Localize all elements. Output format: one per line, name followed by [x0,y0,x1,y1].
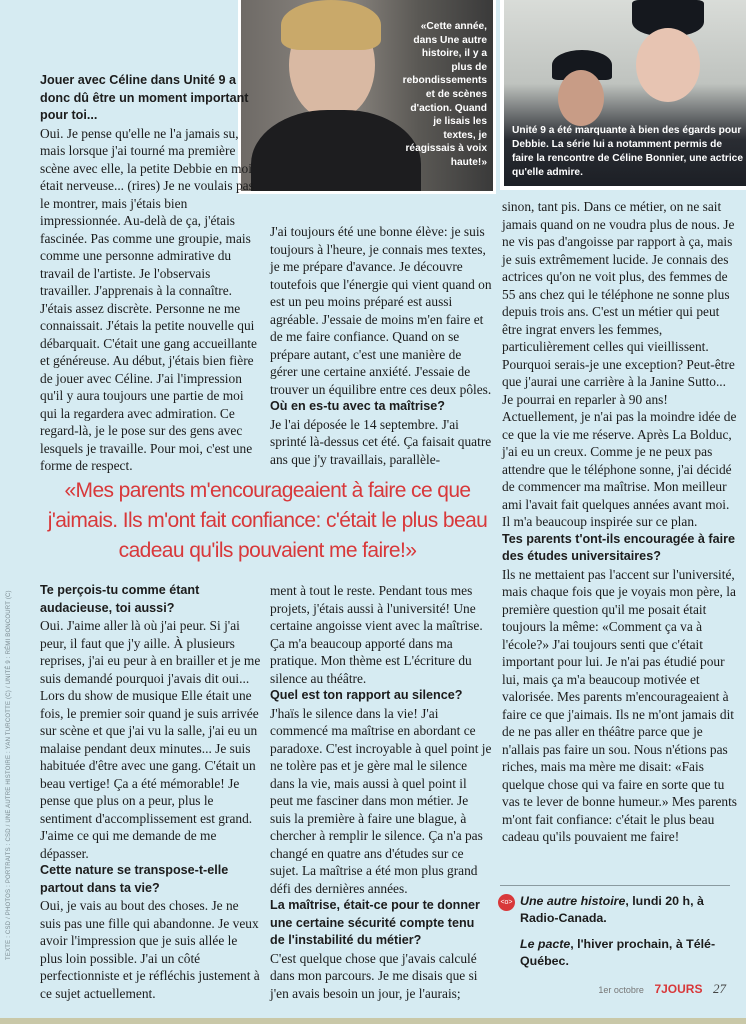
show-1: Une autre histoire, lundi 20 h, à Radio-Canada. [520,894,704,925]
broadcast-info [520,893,735,979]
interview-question: Cette nature se transpose-t-elle partout dans ta vie? [40,863,229,895]
photo-credit: TEXTE : CSD / PHOTOS : PORTRAITS : CSD / UNE AUTRE HISTOIRE : YAN TURCOTTE (C) / UNITÉ 9 : RÉMI BONCOURT (C) [6,590,12,960]
interview-answer: Oui. Je pense qu'elle ne l'a jamais su, mais lorsque j'ai tourné ma première scène avec elle, la petite Debbie en moi était nerveuse... (rires) Je ne voulais pas le montrer, mais j'étais bien impressionnée. Au-delà de ça, j'étais fascinée. Pas comme une groupie, mais comme une personne admirative du travail de l'artiste. Je l'observais travailler. J'apprenais à la connaître. J'étais assez discrète. Personne ne me connaissait. J'étais la petite nouvelle qui débarquait. C'était une gang accueillante et généreuse. Au début, j'étais bien fière de jouer avec Céline. J'ai l'impression qu'il y aura toujours une partie de moi qui la regardera avec admiration. Ce regard-là, je le pose sur des gens avec lesquels je travaille. Pour moi, c'est une forme de respect. [40,125,257,473]
interview-answer: Ils ne mettaient pas l'accent sur l'université, mais chaque fois que je voyais mon père, la première question qu'il me posait était toujours la même: «Comment ça va à l'école?» J'ai toujours senti que c'était important pour lui. Je n'ai pas étudié pour lui, mais ça m'a beaucoup motivée et valorisée. Mes parents m'encourageaient à faire ce que j'aimais. Ils ne m'ont jamais dit de ne pas aller en théâtre parce que je n'allais pas faire un sou. Nous n'étions pas riches, mais ma mère me disait: «Fais quelque chose qui va faire en sorte que tu vas te lever de bonne humeur.» Mes parents m'ont fait confiance: c'était le plus beau cadeau qu'ils pouvaient me faire! [502,566,738,844]
issue-date: 1er octobre [598,985,644,995]
photo-quote: «Cette année, dans Une autre histoire, il y a plus de rebondissements et de scènes d'action. Quand je lisais les textes, je réagissais à voix haute!» [402,21,487,168]
interview-question: La maîtrise, était-ce pour te donner une certaine sécurité compte tenu de l'instabilité du métier? [270,898,480,947]
interview-answer: sinon, tant pis. Dans ce métier, on ne sait jamais quand on ne voudra plus de nous. Je ne vis pas d'angoisse par rapport à ça, mais je suis extrêmement lucide. Je connais des actrices qu'on ne voit plus, des femmes de 55 ans chez qui le téléphone ne sonne plus depuis trois ans. C'est un métier qui peut être ingrat envers les femmes, particulièrement celles qui vieillissent. Pourquoi serais-je une exception? Peut-être que j'aurai une carrière à la Janine Sutto... Je pourrai en reparler à 90 ans! Actuellement, je n'ai pas la moindre idée de ce que la vie me réserve. Après La Bolduc, j'ai eu un creux. Comme je ne peux pas attendre que le téléphone sonne, j'ai décidé de commencer ma maîtrise. Mon meilleur ami l'avait fait quelques années avant moi. Il m'a beaucoup inspirée sur ce plan. [502,199,737,529]
interview-question: Où en es-tu avec ta maîtrise? [270,399,445,413]
column-3 [502,198,738,846]
pull-quote: «Mes parents m'encourageaient à faire ce que j'aimais. Ils m'ont fait confiance: c'était le plus beau cadeau qu'ils pouvaient me faire!» [47,479,488,562]
tv-eye-icon: <o> [498,894,515,911]
portrait-photo [238,0,496,194]
column-1-top [40,72,262,475]
column-1-bottom [40,582,262,1002]
page-footer [598,981,726,997]
interview-question: Tes parents t'ont-ils encouragée à faire des études universitaires? [502,531,736,563]
interview-answer: ment à tout le reste. Pendant tous mes projets, j'étais aussi à l'université! Une certaine angoisse vient avec la maîtrise. Ça m'a beaucoup apporté dans ma pratique. Mon thème est L'écriture du silence au théâtre. [270,583,483,686]
photo-caption: Unité 9 a été marquante à bien des égards pour Debbie. La série lui a notamment permis de faire la rencontre de Céline Bonnier, une actrice qu'elle admire. [512,125,743,178]
interview-answer: Oui. J'aime aller là où j'ai peur. Si j'ai peur, il faut que j'y aille. À plusieurs reprises, j'ai eu peur à en brailler et je me suis demandé pourquoi j'avais dit oui... Lors du show de musique Elle était une fois, le premier soir quand je suis arrivée sur scène et que j'ai vu la salle, j'ai eu un malaise pendant deux minutes... Je suis habituée d'être avec une gang. C'était un beau vertige! Ça a été mémorable! Je pense que plus on a peur, plus le sentiment d'accomplissement est grand. J'aime ce qui me demande de me dépasser. [40,618,261,861]
interview-question: Te perçois-tu comme étant audacieuse, toi aussi? [40,583,200,615]
divider [500,885,730,886]
interview-answer: C'est quelque chose que j'avais calculé dans mon parcours. Je me disais que si j'en avais besoin un jour, je l'aurais; [270,950,478,1001]
column-2-bottom [270,582,492,1002]
interview-answer: J'ai toujours été une bonne élève: je suis toujours à l'heure, je connais mes textes, je me prépare d'avance. Je découvre toutefois que l'énergie qui vient quand on est un peu moins préparé est aussi agréable. J'essaie de moins m'en faire et de me faire confiance. Quand on se prépare autant, c'est une manière de gérer une certaine anxiété. J'essaie de trouver un équilibre entre ces deux pôles. [270,224,492,397]
page-edge [0,1018,746,1024]
unite9-photo [500,0,746,190]
column-2-top [270,223,492,468]
magazine-logo: 7JOURS [654,982,703,996]
interview-answer: Oui, je vais au bout des choses. Je ne suis pas une fille qui abandonne. Je veux avoir l'impression que je suis allée le plus loin possible. J'ai un côté perfectionniste et je réfléchis justement à ce sujet actuellement. [40,898,260,1001]
interview-answer: Je l'ai déposée le 14 septembre. J'ai sprinté là-dessus cet été. Ça faisait quatre ans que j'y travaillais, parallèle- [270,416,492,467]
show-2: Le pacte, l'hiver prochain, à Télé-Québec. [520,937,716,968]
page-number: 27 [713,981,726,996]
interview-question: Quel est ton rapport au silence? [270,688,463,702]
interview-answer: J'haïs le silence dans la vie! J'ai commencé ma maîtrise en abordant ce paradoxe. C'est incroyable à quel point je ne tolère pas et je gère mal le silence dans la vie, mais aussi à quel point il peut me fasciner dans mon métier. Je suis la première à faire une blague, à chercher à remplir le silence. Ça n'a pas changé en quatre ans d'études sur ce sujet. La maîtrise a été mon plus grand défi des dernières années. [270,705,492,896]
interview-question: Jouer avec Céline dans Unité 9 a donc dû être un moment important pour toi... [40,73,249,122]
